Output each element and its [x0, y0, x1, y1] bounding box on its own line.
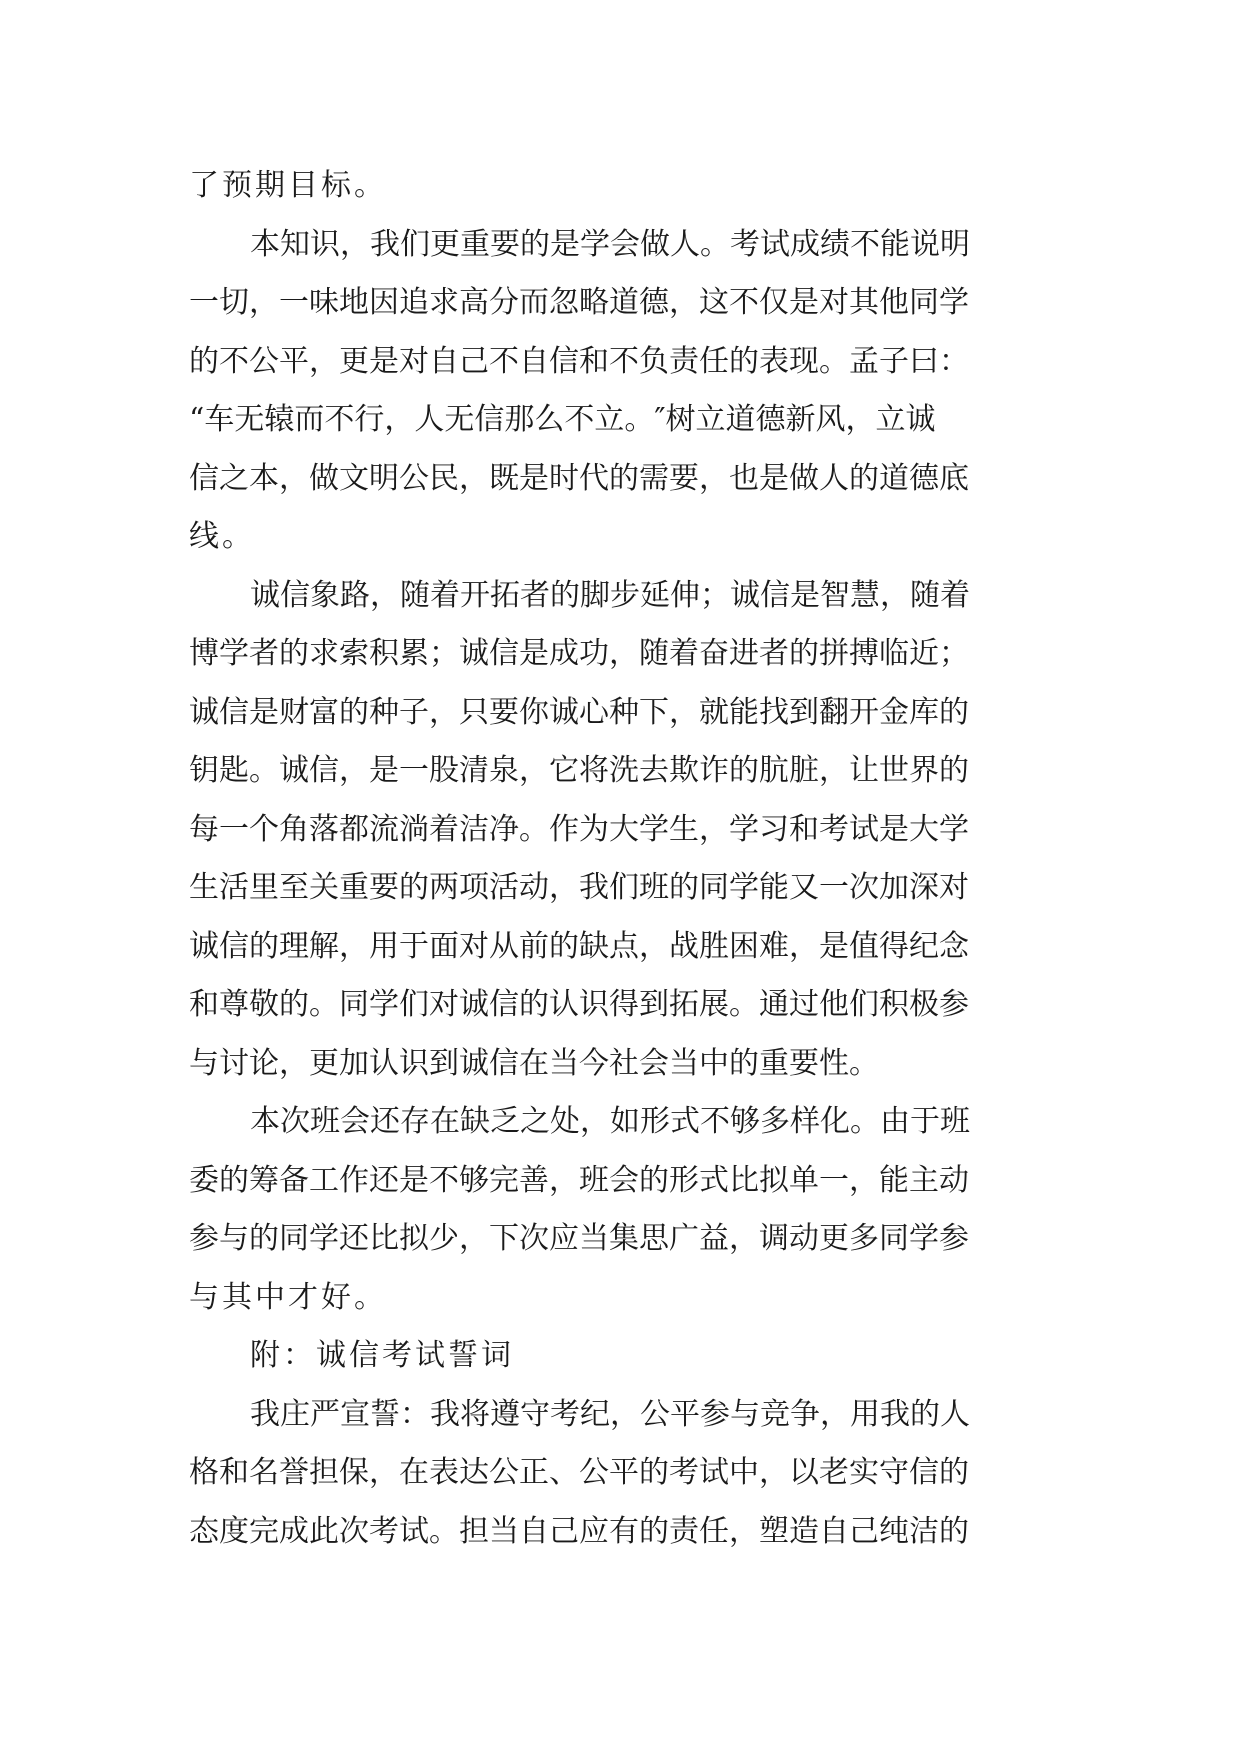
text-line: 与其中才好。: [189, 1279, 387, 1315]
document-body: [189, 157, 1059, 1561]
text-line: 诚信的理解，用于面对从前的缺点，战胜困难，是值得纪念: [189, 928, 969, 964]
text-line: 诚信是财富的种子，只要你诚心种下，就能找到翻开金库的: [189, 694, 969, 730]
text-line: 钥匙。诚信，是一股清泉，它将洗去欺诈的肮脏，让世界的: [189, 753, 969, 788]
text-line: 一切，一味地因追求高分而忽略道德，这不仅是对其他同学: [189, 285, 969, 320]
text-line: 博学者的求索积累；诚信是成功，随着奋进者的拼搏临近；: [189, 636, 969, 671]
text-line: 我庄严宣誓：我将遵守考纪，公平参与竞争，用我的人: [250, 1396, 970, 1432]
text-line: 诚信象路，随着开拓者的脚步延伸；诚信是智慧，随着: [250, 577, 970, 613]
text-line: 本知识，我们更重要的是学会做人。考试成绩不能说明: [250, 226, 970, 262]
text-line: 参与的同学还比拟少，下次应当集思广益，调动更多同学参: [189, 1221, 969, 1256]
text-line: 生活里至关重要的两项活动，我们班的同学能又一次加深对: [189, 870, 969, 905]
text-line: 附：诚信考试誓词: [250, 1338, 514, 1373]
text-line: 与讨论，更加认识到诚信在当今社会当中的重要性。: [189, 1045, 879, 1081]
text-line: 和尊敬的。同学们对诚信的认识得到拓展。通过他们积极参: [189, 987, 969, 1022]
text-line: 态度完成此次考试。担当自己应有的责任，塑造自己纯洁的: [189, 1513, 969, 1549]
text-line: 每一个角落都流淌着洁净。作为大学生，学习和考试是大学: [189, 811, 969, 847]
text-line: “车无辕而不行，人无信那么不立。″树立道德新风，立诚: [189, 402, 936, 437]
text-line: 本次班会还存在缺乏之处，如形式不够多样化。由于班: [250, 1104, 970, 1139]
text-line: 信之本，做文明公民，既是时代的需要，也是做人的道德底: [189, 460, 969, 496]
text-line: 格和名誉担保，在表达公正、公平的考试中，以老实守信的: [189, 1455, 969, 1490]
text-line: 了预期目标。: [189, 168, 387, 203]
text-line: 委的筹备工作还是不够完善，班会的形式比拟单一，能主动: [189, 1162, 969, 1198]
text-line: 线。: [189, 519, 255, 554]
text-line: 的不公平，更是对自己不自信和不负责任的表现。孟子曰：: [189, 343, 969, 379]
